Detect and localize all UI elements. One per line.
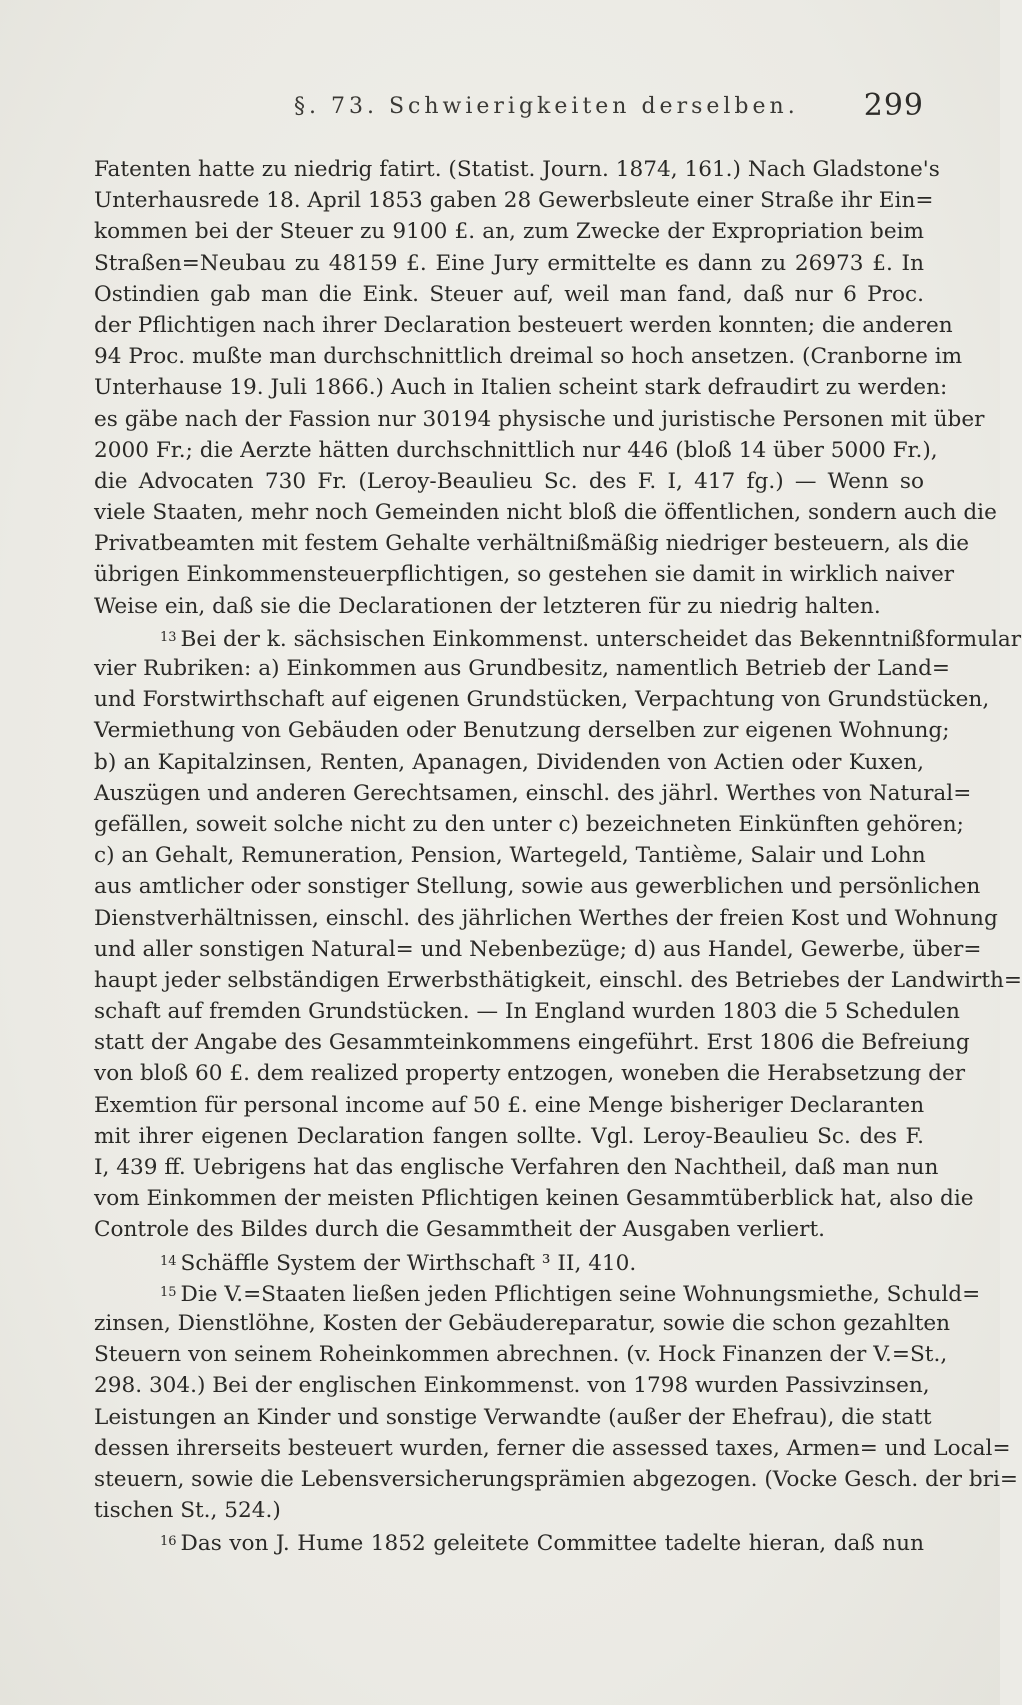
line-text: steuern, sowie die Lebensversicherungsprämien abgezogen. (Vocke Gesch. der bri= [94,1466,1018,1492]
text-line [94,1433,1011,1464]
text-line [94,559,955,590]
text-line [94,684,990,715]
line-text: Bei der k. sächsischen Einkommenst. unterscheidet das Bekenntnißformular [180,626,1022,652]
text-line [94,996,960,1027]
text-line [94,903,998,934]
line-text: statt der Angabe des Gesammteinkommens eingeführt. Erst 1806 die Befreiung [94,1030,970,1056]
line-text: Vermiethung von Gebäuden oder Benutzung derselben zur eigenen Wohnung; [94,718,950,744]
line-text: 298. 304.) Bei der englischen Einkommenst. von 1798 wurden Passivzinsen, [94,1373,930,1399]
line-text: der Pflichtigen nach ihrer Declaration besteuert werden konnten; die anderen [94,312,953,338]
line-text: Steuern von seinem Roheinkommen abrechnen. (v. Hock Finanzen der V.=St., [94,1342,948,1368]
text-line [94,216,924,247]
line-text: es gäbe nach der Fassion nur 30194 physische und juristische Personen mit über [94,406,985,432]
text-line [94,778,972,809]
line-text: Weise ein, daß sie die Declarationen der letzteren für zu niedrig halten. [94,593,881,619]
line-text: Straßen=Neubau zu 48159 £. Eine Jury ermittelte es dann zu 26973 £. In [94,250,924,276]
line-text: Auszügen und anderen Gerechtsamen, einschl. des jährl. Werthes von Natural= [94,780,972,806]
line-text: aus amtlicher oder sonstiger Stellung, sowie aus gewerblichen und persönlichen [94,874,981,900]
text-line [94,1464,1018,1495]
line-text: b) an Kapitalzinsen, Renten, Apanagen, Dividenden von Actien oder Kuxen, [94,749,924,775]
paragraph-continuation [94,154,997,622]
text-line [94,1402,932,1433]
footnote-13 [94,622,1022,1246]
line-text: schaft auf fremden Grundstücken. — In England wurden 1803 die 5 Schedulen [94,999,960,1025]
text-line [94,435,938,466]
line-text: und aller sonstigen Natural= und Nebenbezüge; d) aus Handel, Gewerbe, über= [94,936,982,962]
line-text: vier Rubriken: a) Einkommen aus Grundbesitz, namentlich Betrieb der Land= [94,656,950,681]
text-line [94,154,940,185]
page-number: 299 [863,88,924,123]
footnote-number: 14 [160,1253,177,1269]
line-text: mit ihrer eigenen Declaration fangen sollte. Vgl. Leroy-Beaulieu Sc. des F. [94,1123,924,1149]
text-line [94,747,924,778]
text-line [94,1152,939,1183]
section-title: §. 73. Schwierigkeiten derselben. [294,94,799,119]
text-line [94,310,953,341]
text-line [94,466,924,497]
line-text: kommen bei der Steuer zu 9100 £. an, zum Zwecke der Expropriation beim [94,219,924,245]
text-line [94,809,964,840]
line-text: tischen St., 524.) [94,1498,281,1524]
text-body [94,154,1022,1557]
text-line [94,622,1022,653]
line-text: Privatbeamten mit festem Gehalte verhältnißmäßig niedriger besteuern, als die [94,531,970,557]
text-line [94,372,948,403]
footnote-number: 13 [160,629,177,645]
text-line [94,653,950,684]
line-text: I, 439 ff. Uebrigens hat das englische Verfahren den Nachtheil, daß man nun [94,1155,939,1180]
line-text: Dienstverhältnissen, einschl. des jährlichen Werthes der freien Kost und Wohnung [94,905,998,931]
text-line [94,404,985,435]
line-text: Ostindien gab man die Eink. Steuer auf, weil man fand, daß nur 6 Proc. [94,281,924,307]
line-text: Fatenten hatte zu niedrig fatirt. (Statist. Journ. 1874, 161.) Nach Gladstone's [94,157,940,182]
line-text: c) an Gehalt, Remuneration, Pension, Wartegeld, Tantième, Salair und Lohn [94,843,926,869]
line-text: dessen ihrerseits besteuert wurden, ferner die assessed taxes, Armen= und Local= [94,1435,1011,1461]
line-text: Exemtion für personal income auf 50 £. eine Menge bisheriger Declaranten [94,1092,925,1118]
line-text: Controle des Bildes durch die Gesammtheit der Ausgaben verliert. [94,1217,825,1243]
text-line [94,1339,948,1370]
running-head [94,88,924,128]
footnote-number: 16 [160,1534,177,1550]
text-line [94,341,963,372]
text-line [94,279,924,310]
text-line [94,528,970,559]
line-text: Leistungen an Kinder und sonstige Verwandte (außer der Ehefrau), die statt [94,1404,932,1430]
text-line [94,840,924,871]
line-text: 94 Proc. mußte man durchschnittlich dreimal so hoch ansetzen. (Cranborne im [94,344,963,370]
footnote-16 [94,1526,924,1557]
text-line [94,1277,981,1308]
line-text: Schäffle System der Wirthschaft ³ II, 410. [180,1250,637,1276]
text-line [94,248,924,279]
footnote-14 [94,1246,924,1277]
text-line [94,1526,924,1557]
line-text: 2000 Fr.; die Aerzte hätten durchschnittlich nur 446 (bloß 14 über 5000 Fr.), [94,437,938,463]
text-line [94,1058,966,1089]
text-line [94,1027,970,1058]
line-text: Das von J. Hume 1852 geleitete Committee tadelte hieran, daß nun [180,1531,924,1557]
line-text: Unterhause 19. Juli 1866.) Auch in Italien scheint stark defraudirt zu werden: [94,375,948,401]
line-text: viele Staaten, mehr noch Gemeinden nicht bloß die öffentlichen, sondern auch die [94,500,997,526]
text-line [94,965,1022,996]
text-line [94,185,934,216]
footnote-15 [94,1277,1018,1527]
footnote-number: 15 [160,1284,177,1300]
text-line [94,1246,924,1277]
line-text: von bloß 60 £. dem realized property entzogen, woneben die Herabsetzung der [94,1061,966,1087]
line-text: die Advocaten 730 Fr. (Leroy-Beaulieu Sc. des F. I, 417 fg.) — Wenn so [94,468,924,494]
text-line [94,1370,930,1401]
line-text: Die V.=Staaten ließen jeden Pflichtigen seine Wohnungsmiethe, Schuld= [180,1281,981,1307]
text-line [94,1214,924,1245]
text-line [94,497,997,528]
line-text: Unterhausrede 18. April 1853 gaben 28 Gewerbsleute einer Straße ihr Ein= [94,188,934,214]
line-text: gefällen, soweit solche nicht zu den unter c) bezeichneten Einkünften gehören; [94,811,964,837]
line-text: übrigen Einkommensteuerpflichtigen, so gestehen sie damit in wirklich naiver [94,562,955,588]
text-line [94,715,950,746]
text-line [94,871,981,902]
text-line [94,1183,974,1214]
line-text: und Forstwirthschaft auf eigenen Grundstücken, Verpachtung von Grundstücken, [94,687,990,713]
text-line [94,1090,924,1121]
line-text: zinsen, Dienstlöhne, Kosten der Gebäudereparatur, sowie die schon gezahlten [94,1310,951,1336]
line-text: haupt jeder selbständigen Erwerbsthätigkeit, einschl. des Betriebes der Landwirth= [94,967,1022,993]
text-line [94,934,982,965]
text-line [94,1308,951,1339]
text-line [94,591,924,622]
text-line [94,1121,924,1152]
text-line [94,1495,924,1526]
line-text: vom Einkommen der meisten Pflichtigen keinen Gesammtüberblick hat, also die [94,1186,974,1212]
